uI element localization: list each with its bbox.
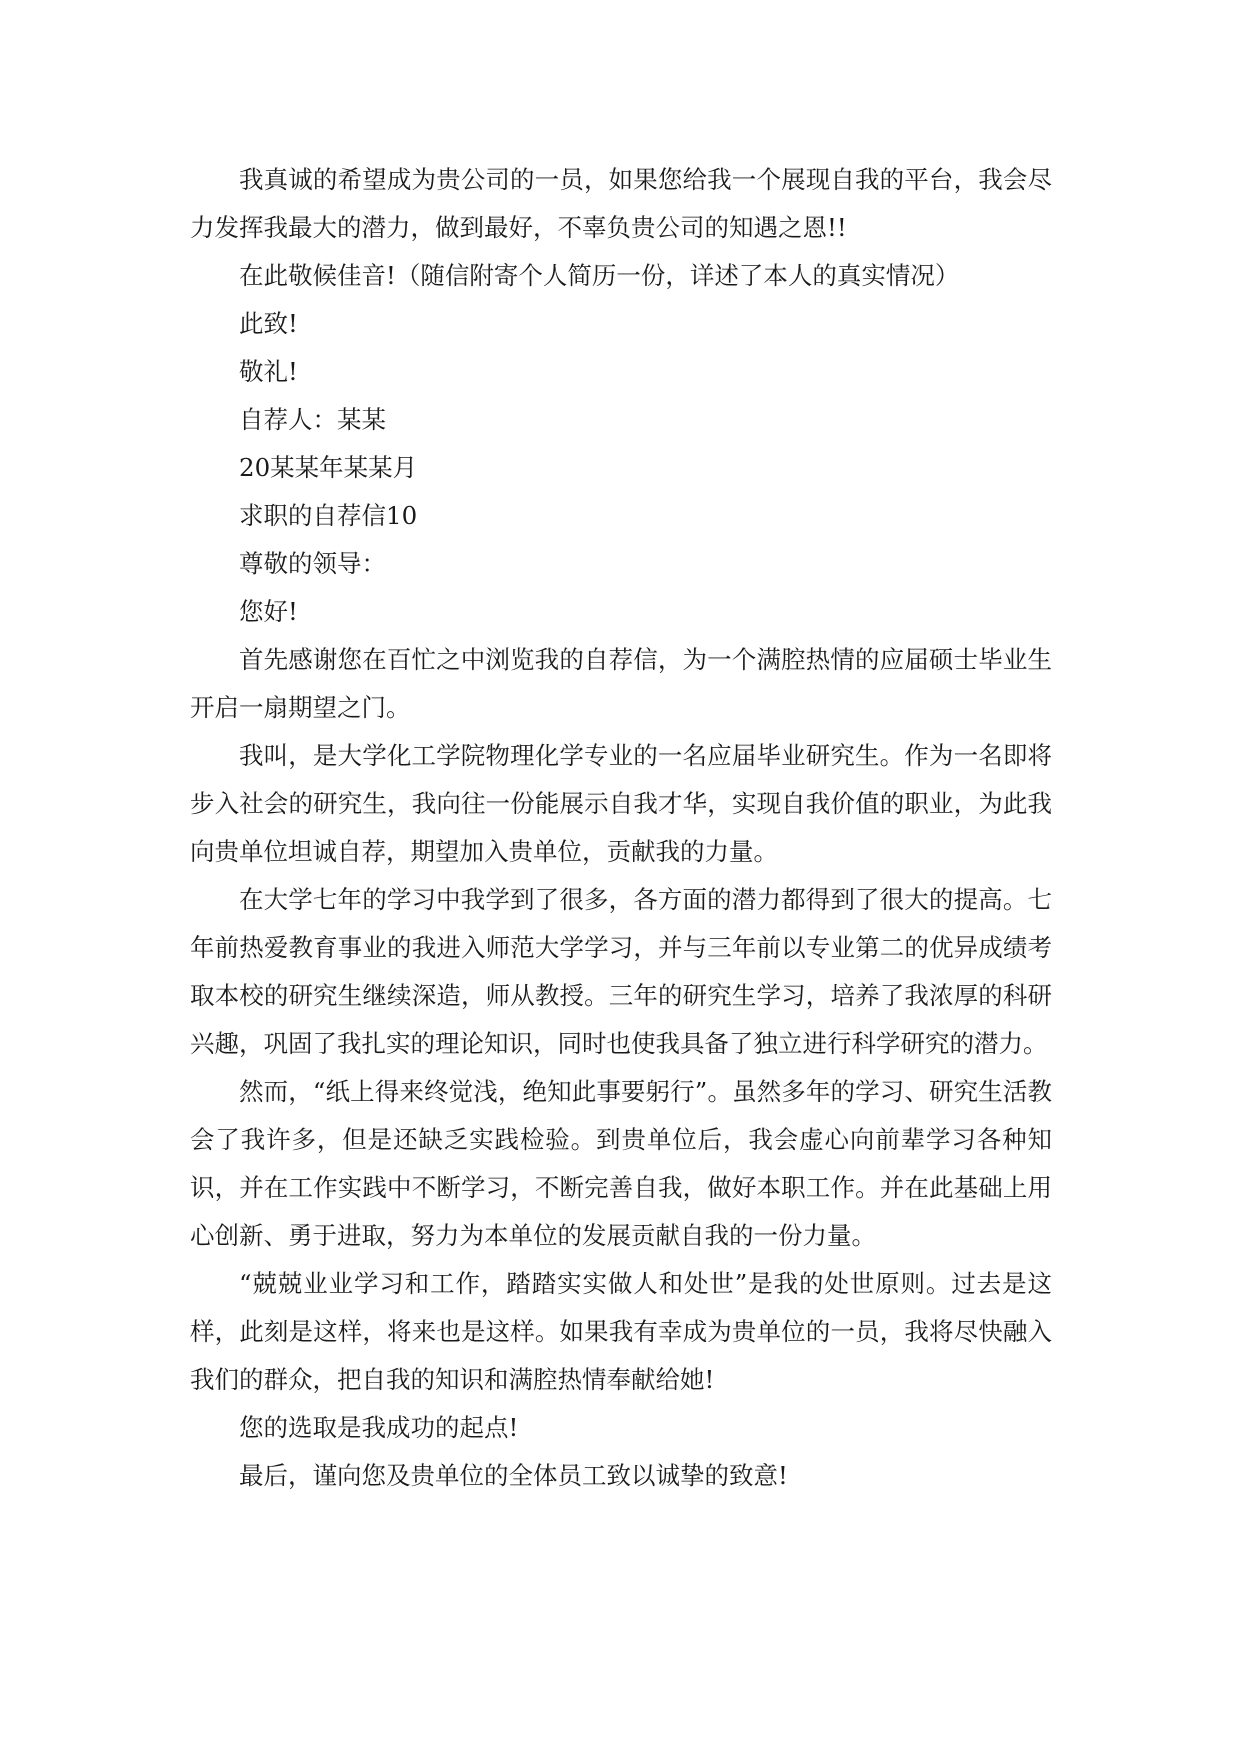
- paragraph: 在大学七年的学习中我学到了很多，各方面的潜力都得到了很大的提高。七年前热爱教育事业的我进入师范大学学习，并与三年前以专业第二的优异成绩考取本校的研究生继续深造，师从教授。三年的研究生学习，培养了我浓厚的科研兴趣，巩固了我扎实的理论知识，同时也使我具备了独立进行科学研究的潜力。: [190, 885, 1052, 1058]
- paragraph: 我真诚的希望成为贵公司的一员，如果您给我一个展现自我的平台，我会尽力发挥我最大的潜力，做到最好，不辜负贵公司的知遇之恩!!: [190, 165, 1052, 242]
- paragraph: 自荐人：某某: [239, 405, 386, 434]
- paragraph: “兢兢业业学习和工作，踏踏实实做人和处世”是我的处世原则。过去是这样，此刻是这样，将来也是这样。如果我有幸成为贵单位的一员，我将尽快融入我们的群众，把自我的知识和满腔热情奉献给她!: [190, 1269, 1052, 1394]
- paragraph: 此致!: [239, 309, 298, 338]
- paragraph: 求职的自荐信10: [239, 501, 418, 530]
- paragraph: 然而，“纸上得来终觉浅，绝知此事要躬行”。虽然多年的学习、研究生活教会了我许多，但是还缺乏实践检验。到贵单位后，我会虚心向前辈学习各种知识，并在工作实践中不断学习，不断完善自我，做好本职工作。并在此基础上用心创新、勇于进取，努力为本单位的发展贡献自我的一份力量。: [190, 1077, 1052, 1250]
- paragraph: 您好!: [239, 597, 298, 626]
- paragraph: 您的选取是我成功的起点!: [239, 1413, 519, 1442]
- paragraph: 最后，谨向您及贵单位的全体员工致以诚挚的致意!: [239, 1461, 788, 1490]
- letter-body: [190, 156, 1052, 1500]
- paragraph: 首先感谢您在百忙之中浏览我的自荐信，为一个满腔热情的应届硕士毕业生开启一扇期望之门。: [190, 645, 1052, 722]
- paragraph: 我叫，是大学化工学院物理化学专业的一名应届毕业研究生。作为一名即将步入社会的研究生，我向往一份能展示自我才华，实现自我价值的职业，为此我向贵单位坦诚自荐，期望加入贵单位，贡献我的力量。: [190, 741, 1052, 866]
- paragraph: 尊敬的领导：: [239, 549, 386, 578]
- paragraph: 敬礼!: [239, 357, 298, 386]
- paragraph: 在此敬候佳音!（随信附寄个人简历一份，详述了本人的真实情况）: [239, 261, 960, 290]
- paragraph: 20某某年某某月: [239, 453, 418, 482]
